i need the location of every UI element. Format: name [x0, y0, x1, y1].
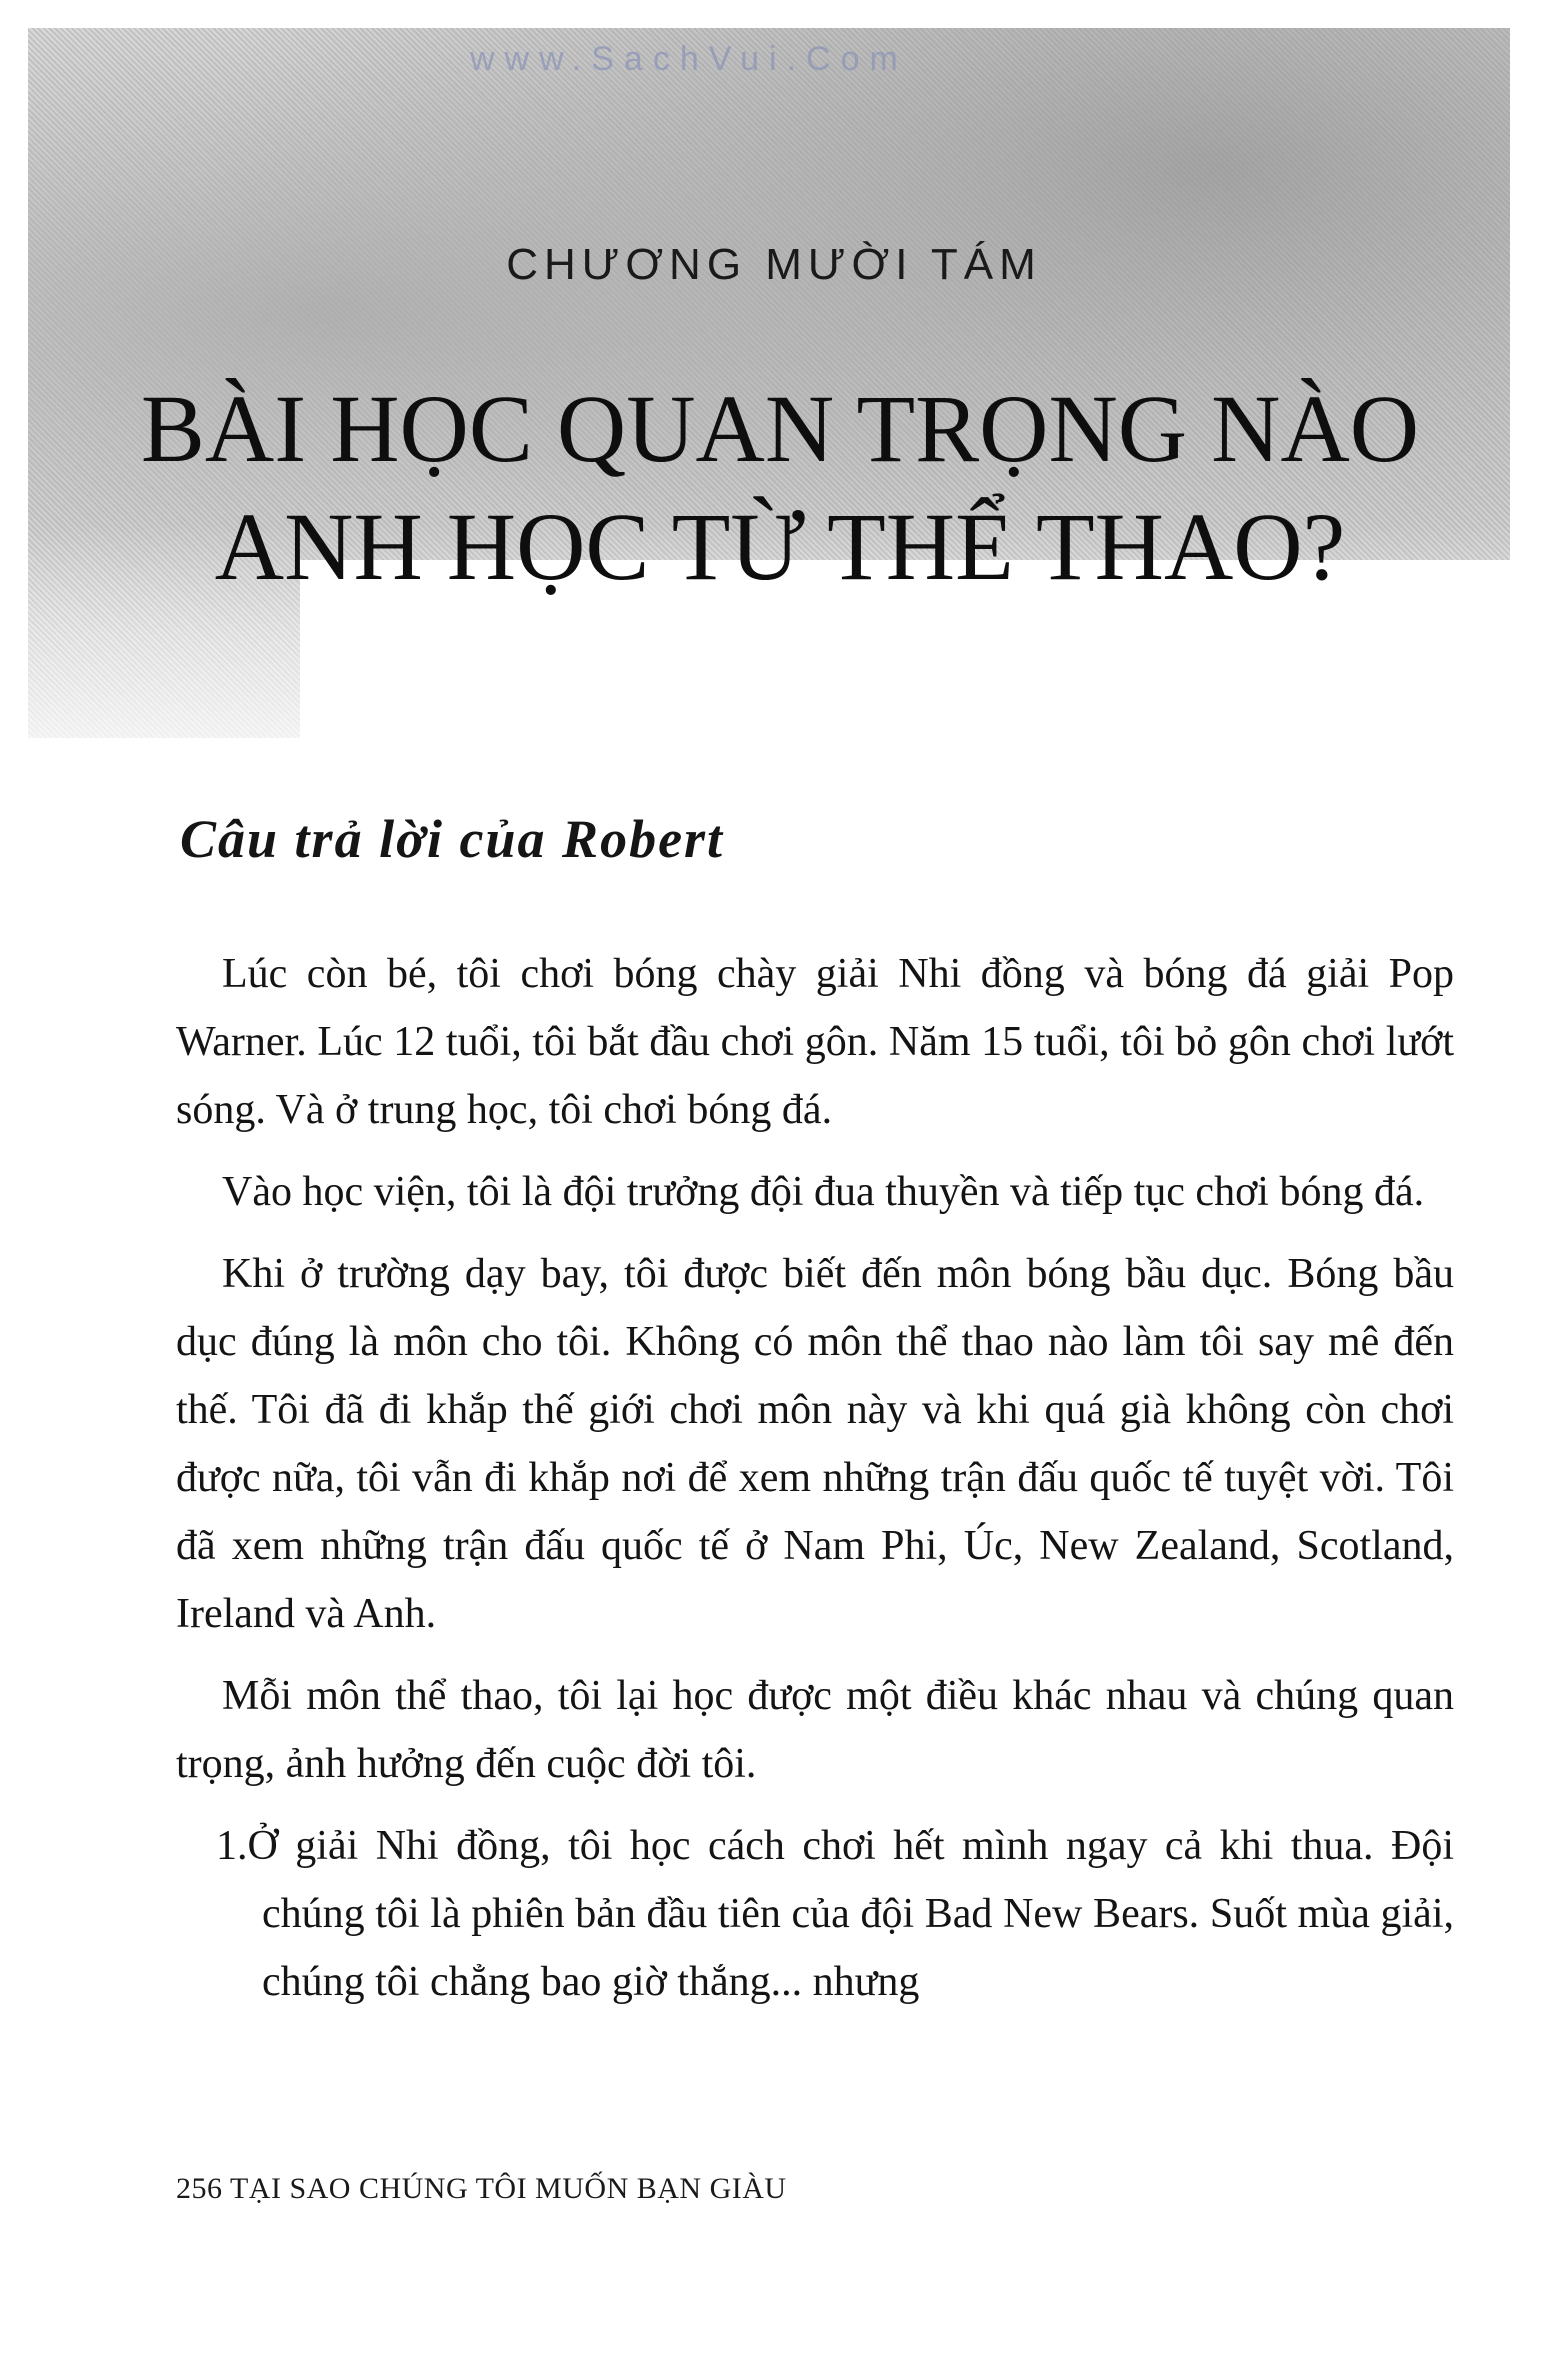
chapter-label: CHƯƠNG MƯỜI TÁM	[506, 240, 1042, 289]
paragraph-3: Khi ở trường dạy bay, tôi được biết đến môn bóng bầu dục. Bóng bầu dục đúng là môn cho tôi. Không có môn thể thao nào làm tôi say mê đến thế. Tôi đã đi khắp thế giới chơi môn này và khi quá già không còn chơi được nữa, tôi vẫn đi khắp nơi để xem những trận đấu quốc tế tuyệt vời. Tôi đã xem những trận đấu quốc tế ở Nam Phi, Úc, New Zealand, Scotland, Ireland và Anh.	[176, 1251, 1454, 1637]
watermark: www.SachVui.Com	[470, 40, 908, 78]
body-text	[176, 940, 1454, 2030]
chapter-title-line-2: ANH HỌC TỪ THỂ THAO?	[214, 493, 1346, 600]
chapter-title-line-1: BÀI HỌC QUAN TRỌNG NÀO	[140, 375, 1420, 482]
section-heading: Câu trả lời của Robert	[180, 809, 725, 869]
paragraph-2: Vào học viện, tôi là đội trưởng đội đua thuyền và tiếp tục chơi bóng đá.	[222, 1169, 1425, 1215]
page-footer: 256 TẠI SAO CHÚNG TÔI MUỐN BẠN GIÀU	[176, 2172, 787, 2205]
list-item-1: 1.Ở giải Nhi đồng, tôi học cách chơi hết mình ngay cả khi thua. Đội chúng tôi là phiên bản đầu tiên của đội Bad New Bears. Suốt mùa giải, chúng tôi chẳng bao giờ thắng... nhưng	[216, 1823, 1454, 2005]
paragraph-4: Mỗi môn thể thao, tôi lại học được một điều khác nhau và chúng quan trọng, ảnh hưởng đến cuộc đời tôi.	[176, 1673, 1454, 1787]
paragraph-1: Lúc còn bé, tôi chơi bóng chày giải Nhi đồng và bóng đá giải Pop Warner. Lúc 12 tuổi, tôi bắt đầu chơi gôn. Năm 15 tuổi, tôi bỏ gôn chơi lướt sóng. Và ở trung học, tôi chơi bóng đá.	[176, 951, 1454, 1133]
chapter-title	[120, 370, 1440, 606]
